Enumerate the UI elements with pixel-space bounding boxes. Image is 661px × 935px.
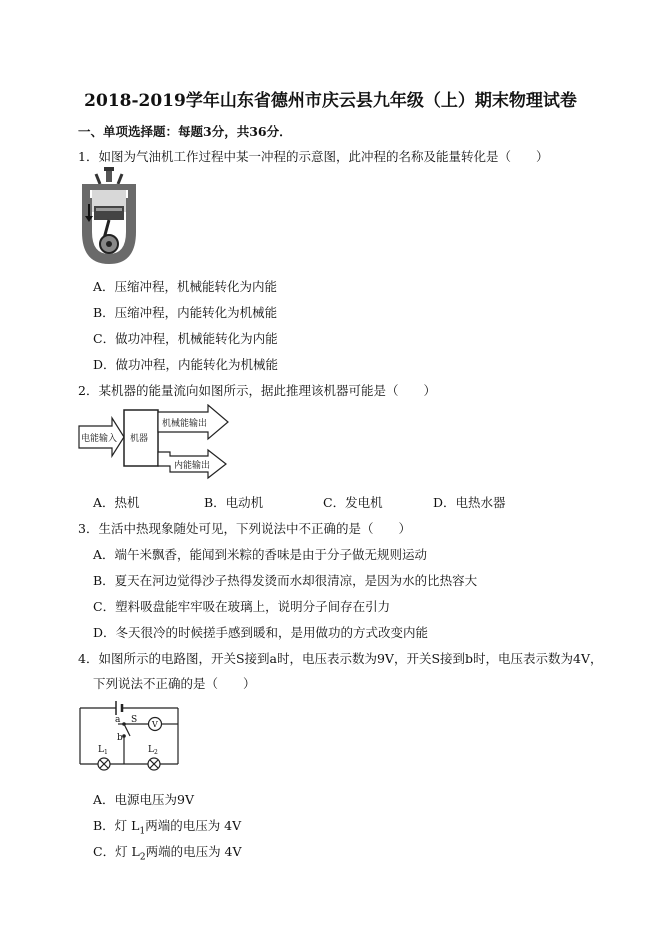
q1-option-b: B．压缩冲程，内能转化为机械能 [93, 305, 278, 320]
q2-option-b: B．电动机 [204, 495, 264, 510]
question-1-stem: 1．如图为气油机工作过程中某一冲程的示意图，此冲程的名称及能量转化是（ ） [78, 149, 549, 164]
section-heading: 一、单项选择题：每题3分，共36分． [78, 124, 292, 139]
q2-option-c: C．发电机 [323, 495, 383, 510]
input-label: 电能输入 [81, 434, 118, 444]
page-title: 2018-2019学年山东省德州市庆云县九年级（上）期末物理试卷 [84, 91, 577, 111]
q4-option-b: B．灯 $L_1$两端的电压为 4V [93, 818, 242, 837]
q3-option-a: A．端午米飘香，能闻到米粽的香味是由于分子做无规则运动 [93, 547, 428, 562]
q3-option-c: C．塑料吸盘能牢牢吸在玻璃上，说明分子间存在引力 [93, 599, 391, 614]
lamp-l1-label: $L_1$ [98, 745, 108, 756]
circuit-diagram-figure [78, 700, 180, 780]
switch-s-label: S [131, 715, 138, 725]
q1-option-d: D．做功冲程，内能转化为机械能 [93, 357, 279, 372]
question-4-stem-line1: 4．如图所示的电路图，开关S接到a时，电压表示数为9V，开关S接到b时，电压表示数为4V， [78, 651, 603, 666]
terminal-b-label: b [117, 733, 123, 743]
terminal-a-label: a [115, 715, 121, 725]
q2-option-d: D．电热水器 [433, 495, 506, 510]
q4-option-c: C．灯 $L_2$两端的电压为 4V [93, 844, 242, 863]
question-4-stem-line2: 下列说法不正确的是（ ） [93, 676, 256, 691]
q1-option-a: A．压缩冲程，机械能转化为内能 [93, 279, 278, 294]
voltmeter-label: V [152, 720, 158, 729]
question-3-stem: 3．生活中热现象随处可见，下列说法中不正确的是（ ） [78, 521, 411, 536]
q3-option-b: B．夏天在河边觉得沙子热得发烫而水却很清凉，是因为水的比热容大 [93, 573, 478, 588]
question-2-stem: 2．某机器的能量流向如图所示，据此推理该机器可能是（ ） [78, 383, 436, 398]
mechanical-output-label: 机械能输出 [162, 419, 208, 429]
lamp-l2-label: $L_2$ [148, 745, 158, 756]
q1-option-c: C．做功冲程，机械能转化为内能 [93, 331, 278, 346]
q3-option-d: D．冬天很冷的时候搓手感到暖和，是用做功的方式改变内能 [93, 625, 429, 640]
energy-flow-figure [78, 404, 230, 484]
engine-stroke-figure [78, 166, 140, 266]
internal-output-label: 内能输出 [174, 461, 211, 471]
q4-option-a: A．电源电压为9V [93, 792, 195, 807]
q2-option-a: A．热机 [93, 495, 140, 510]
machine-label: 机器 [130, 434, 149, 444]
